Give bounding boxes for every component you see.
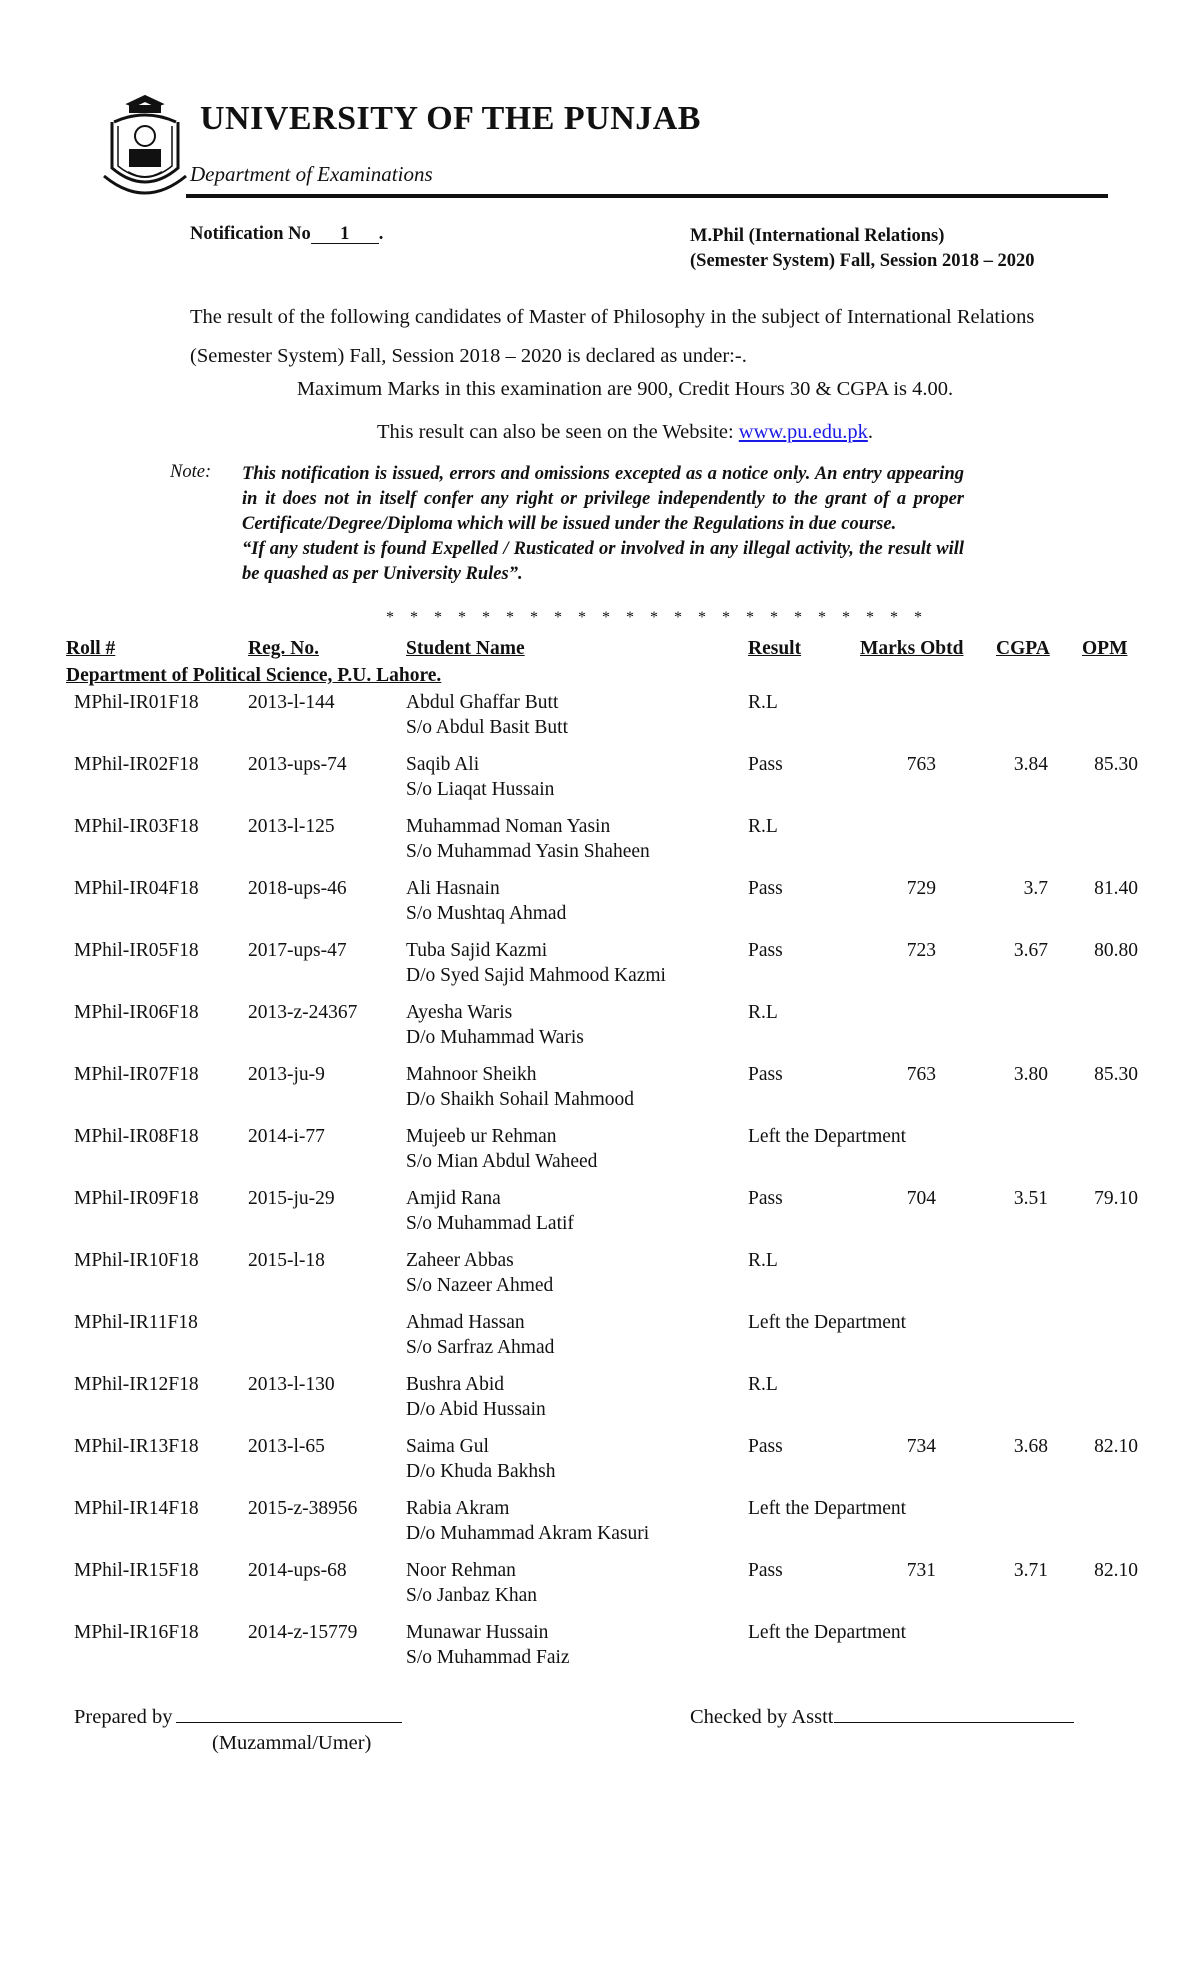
student-parent-line: S/o Sarfraz Ahmad [406,1337,555,1358]
col-header-opm: OPM [1082,638,1128,659]
table-row [0,938,1200,994]
marks-obtained: 763 [906,1064,936,1085]
cgpa-value: 3.80 [1013,1064,1048,1085]
opm-value: 85.30 [1094,1064,1138,1085]
reg-number: 2014-i-77 [248,1126,325,1147]
opm-value: 85.30 [1094,754,1138,775]
opm-value: 80.80 [1094,940,1138,961]
reg-number: 2018-ups-46 [248,878,347,899]
website-prefix: This result can also be seen on the Website: [377,421,739,443]
col-header-result: Result [748,638,802,659]
roll-number: MPhil-IR03F18 [74,816,199,837]
reg-number: 2013-l-130 [248,1374,335,1395]
student-name [406,1496,649,1546]
department-heading: Department of Political Science, P.U. Lahore. [66,665,442,686]
max-marks-line: Maximum Marks in this examination are 900, Credit Hours 30 & CGPA is 4.00. [296,378,954,400]
result-status: Pass [748,1188,783,1209]
roll-number: MPhil-IR15F18 [74,1560,199,1581]
note-label: Note: [170,462,212,482]
roll-number: MPhil-IR10F18 [74,1250,199,1271]
student-first-line: Amjid Rana [406,1188,501,1209]
student-name [406,1062,634,1112]
note-body [242,462,964,587]
marks-obtained: 763 [906,754,936,775]
opm-value: 81.40 [1094,878,1138,899]
student-parent-line: S/o Janbaz Khan [406,1585,538,1606]
table-row [0,1248,1200,1304]
cgpa-value: 3.84 [1013,754,1048,775]
roll-number: MPhil-IR06F18 [74,1002,199,1023]
university-name: UNIVERSITY OF THE PUNJAB [200,100,701,137]
student-parent-line: S/o Abdul Basit Butt [406,717,568,738]
result-status: R.L [748,1002,778,1023]
marks-obtained: 704 [906,1188,936,1209]
student-first-line: Saima Gul [406,1436,489,1457]
student-parent-line: S/o Mushtaq Ahmad [406,903,567,924]
student-first-line: Ayesha Waris [406,1002,513,1023]
result-status: Pass [748,754,783,775]
reg-number: 2014-ups-68 [248,1560,347,1581]
table-row [0,1000,1200,1056]
student-parent-line: D/o Syed Sajid Mahmood Kazmi [406,965,666,986]
result-status: Left the Department [748,1498,907,1519]
result-status: R.L [748,1374,778,1395]
marks-obtained: 731 [906,1560,936,1581]
reg-number: 2013-l-65 [248,1436,325,1457]
reg-number: 2015-l-18 [248,1250,325,1271]
col-header-name: Student Name [406,638,525,659]
table-row [0,1124,1200,1180]
table-row [0,1372,1200,1428]
program-line-1: M.Phil (International Relations) [690,226,945,246]
program-title [690,224,1034,274]
student-first-line: Mujeeb ur Rehman [406,1126,557,1147]
table-row [0,1062,1200,1118]
result-status: Pass [748,940,783,961]
student-first-line: Noor Rehman [406,1560,516,1581]
separator-stars: * * * * * * * * * * * * * * * * * * * * * * * [386,609,928,626]
result-status: Pass [748,878,783,899]
prepared-by-signature-line [176,1704,402,1723]
cgpa-value: 3.7 [1023,878,1048,899]
prepared-by-line [74,1704,402,1729]
roll-number: MPhil-IR14F18 [74,1498,199,1519]
table-row [0,1558,1200,1614]
student-first-line: Zaheer Abbas [406,1250,514,1271]
header-divider [186,194,1108,198]
student-name [406,752,554,802]
cgpa-value: 3.67 [1013,940,1048,961]
student-first-line: Abdul Ghaffar Butt [406,692,559,713]
intro-paragraph: The result of the following candidates of Master of Philosophy in the subject of International Relations (Semester System) Fall, Session 2018 – 2020 is declared as under:-. [190,306,1035,367]
table-row [0,1434,1200,1490]
reg-number: 2013-l-125 [248,816,335,837]
website-link[interactable]: www.pu.edu.pk [738,421,868,443]
notification-number-line [190,224,383,245]
student-parent-line: D/o Muhammad Akram Kasuri [406,1523,650,1544]
roll-number: MPhil-IR16F18 [74,1622,199,1643]
result-status: Pass [748,1436,783,1457]
reg-number: 2013-ups-74 [248,754,347,775]
result-status: Left the Department [748,1312,907,1333]
website-line [0,421,1200,444]
student-name [406,1620,570,1670]
student-parent-line: S/o Liaqat Hussain [406,779,555,800]
notification-number: 1 [311,225,379,244]
checked-by-signature-line [834,1704,1074,1723]
reg-number: 2015-ju-29 [248,1188,335,1209]
student-name [406,690,568,740]
col-header-reg: Reg. No. [248,638,319,659]
student-name [406,1310,554,1360]
roll-number: MPhil-IR04F18 [74,878,199,899]
reg-number: 2013-ju-9 [248,1064,325,1085]
result-status: R.L [748,816,778,837]
table-row [0,690,1200,746]
roll-number: MPhil-IR12F18 [74,1374,199,1395]
student-first-line: Muhammad Noman Yasin [406,816,611,837]
prepared-by-label: Prepared by [74,1706,173,1728]
university-seal-logo [100,92,190,204]
marks-obtained: 723 [906,940,936,961]
student-first-line: Tuba Sajid Kazmi [406,940,548,961]
col-header-cgpa: CGPA [996,638,1050,659]
student-name [406,1248,553,1298]
table-row [0,752,1200,808]
table-row [0,1186,1200,1242]
student-first-line: Bushra Abid [406,1374,505,1395]
student-first-line: Ahmad Hassan [406,1312,525,1333]
reg-number: 2013-l-144 [248,692,335,713]
website-suffix: . [867,421,873,443]
department-name: Department of Examinations [190,162,433,186]
student-name [406,1372,546,1422]
opm-value: 82.10 [1094,1436,1138,1457]
student-parent-line: D/o Shaikh Sohail Mahmood [406,1089,635,1110]
student-parent-line: D/o Muhammad Waris [406,1027,584,1048]
reg-number: 2015-z-38956 [248,1498,358,1519]
reg-number: 2014-z-15779 [248,1622,358,1643]
result-status: Pass [748,1560,783,1581]
roll-number: MPhil-IR08F18 [74,1126,199,1147]
roll-number: MPhil-IR07F18 [74,1064,199,1085]
student-name [406,814,650,864]
student-name [406,1186,574,1236]
opm-value: 79.10 [1094,1188,1138,1209]
checked-by-label: Checked by Asstt [690,1706,834,1728]
table-row [0,1310,1200,1366]
student-name [406,1558,537,1608]
student-first-line: Munawar Hussain [406,1622,549,1643]
roll-number: MPhil-IR02F18 [74,754,199,775]
note-paragraph-1: This notification is issued, errors and omissions excepted as a notice only. An entry appearing in it does not in itself confer any right or privilege independently to the grant of a proper Certificate/Degree/Diploma which will be issued under the Regulations in due course. [242,464,964,534]
student-parent-line: S/o Nazeer Ahmed [406,1275,554,1296]
student-parent-line: D/o Khuda Bakhsh [406,1461,556,1482]
roll-number: MPhil-IR11F18 [74,1312,198,1333]
preparer-name: (Muzammal/Umer) [212,1732,372,1754]
student-name [406,1434,556,1484]
notification-suffix: . [378,224,384,244]
student-parent-line: S/o Muhammad Latif [406,1213,574,1234]
roll-number: MPhil-IR05F18 [74,940,199,961]
reg-number: 2017-ups-47 [248,940,347,961]
roll-number: MPhil-IR01F18 [74,692,199,713]
student-name [406,1124,597,1174]
result-status: R.L [748,1250,778,1271]
marks-obtained: 734 [906,1436,936,1457]
opm-value: 82.10 [1094,1560,1138,1581]
student-first-line: Ali Hasnain [406,878,500,899]
student-parent-line: S/o Muhammad Faiz [406,1647,570,1668]
student-name [406,1000,584,1050]
note-paragraph-2: “If any student is found Expelled / Rusticated or involved in any illegal activity, the result will be quashed as per University Rules”. [242,539,964,584]
notification-label: Notification No [190,224,311,244]
student-first-line: Rabia Akram [406,1498,510,1519]
student-parent-line: D/o Abid Hussain [406,1399,546,1420]
marks-obtained: 729 [906,878,936,899]
result-status: R.L [748,692,778,713]
reg-number: 2013-z-24367 [248,1002,358,1023]
result-status: Left the Department [748,1126,907,1147]
roll-number: MPhil-IR13F18 [74,1436,199,1457]
table-row [0,814,1200,870]
student-parent-line: S/o Muhammad Yasin Shaheen [406,841,650,862]
cgpa-value: 3.71 [1013,1560,1048,1581]
col-header-roll: Roll # [66,638,116,659]
student-name [406,938,666,988]
col-header-marks: Marks Obtd [860,638,964,659]
table-row [0,1620,1200,1676]
student-first-line: Mahnoor Sheikh [406,1064,537,1085]
student-name [406,876,566,926]
roll-number: MPhil-IR09F18 [74,1188,199,1209]
cgpa-value: 3.51 [1013,1188,1048,1209]
checked-by-line [690,1704,1074,1729]
student-parent-line: S/o Mian Abdul Waheed [406,1151,598,1172]
table-row [0,876,1200,932]
program-line-2: (Semester System) Fall, Session 2018 – 2020 [690,251,1035,271]
table-row [0,1496,1200,1552]
student-first-line: Saqib Ali [406,754,480,775]
cgpa-value: 3.68 [1013,1436,1048,1457]
result-status: Left the Department [748,1622,907,1643]
result-status: Pass [748,1064,783,1085]
